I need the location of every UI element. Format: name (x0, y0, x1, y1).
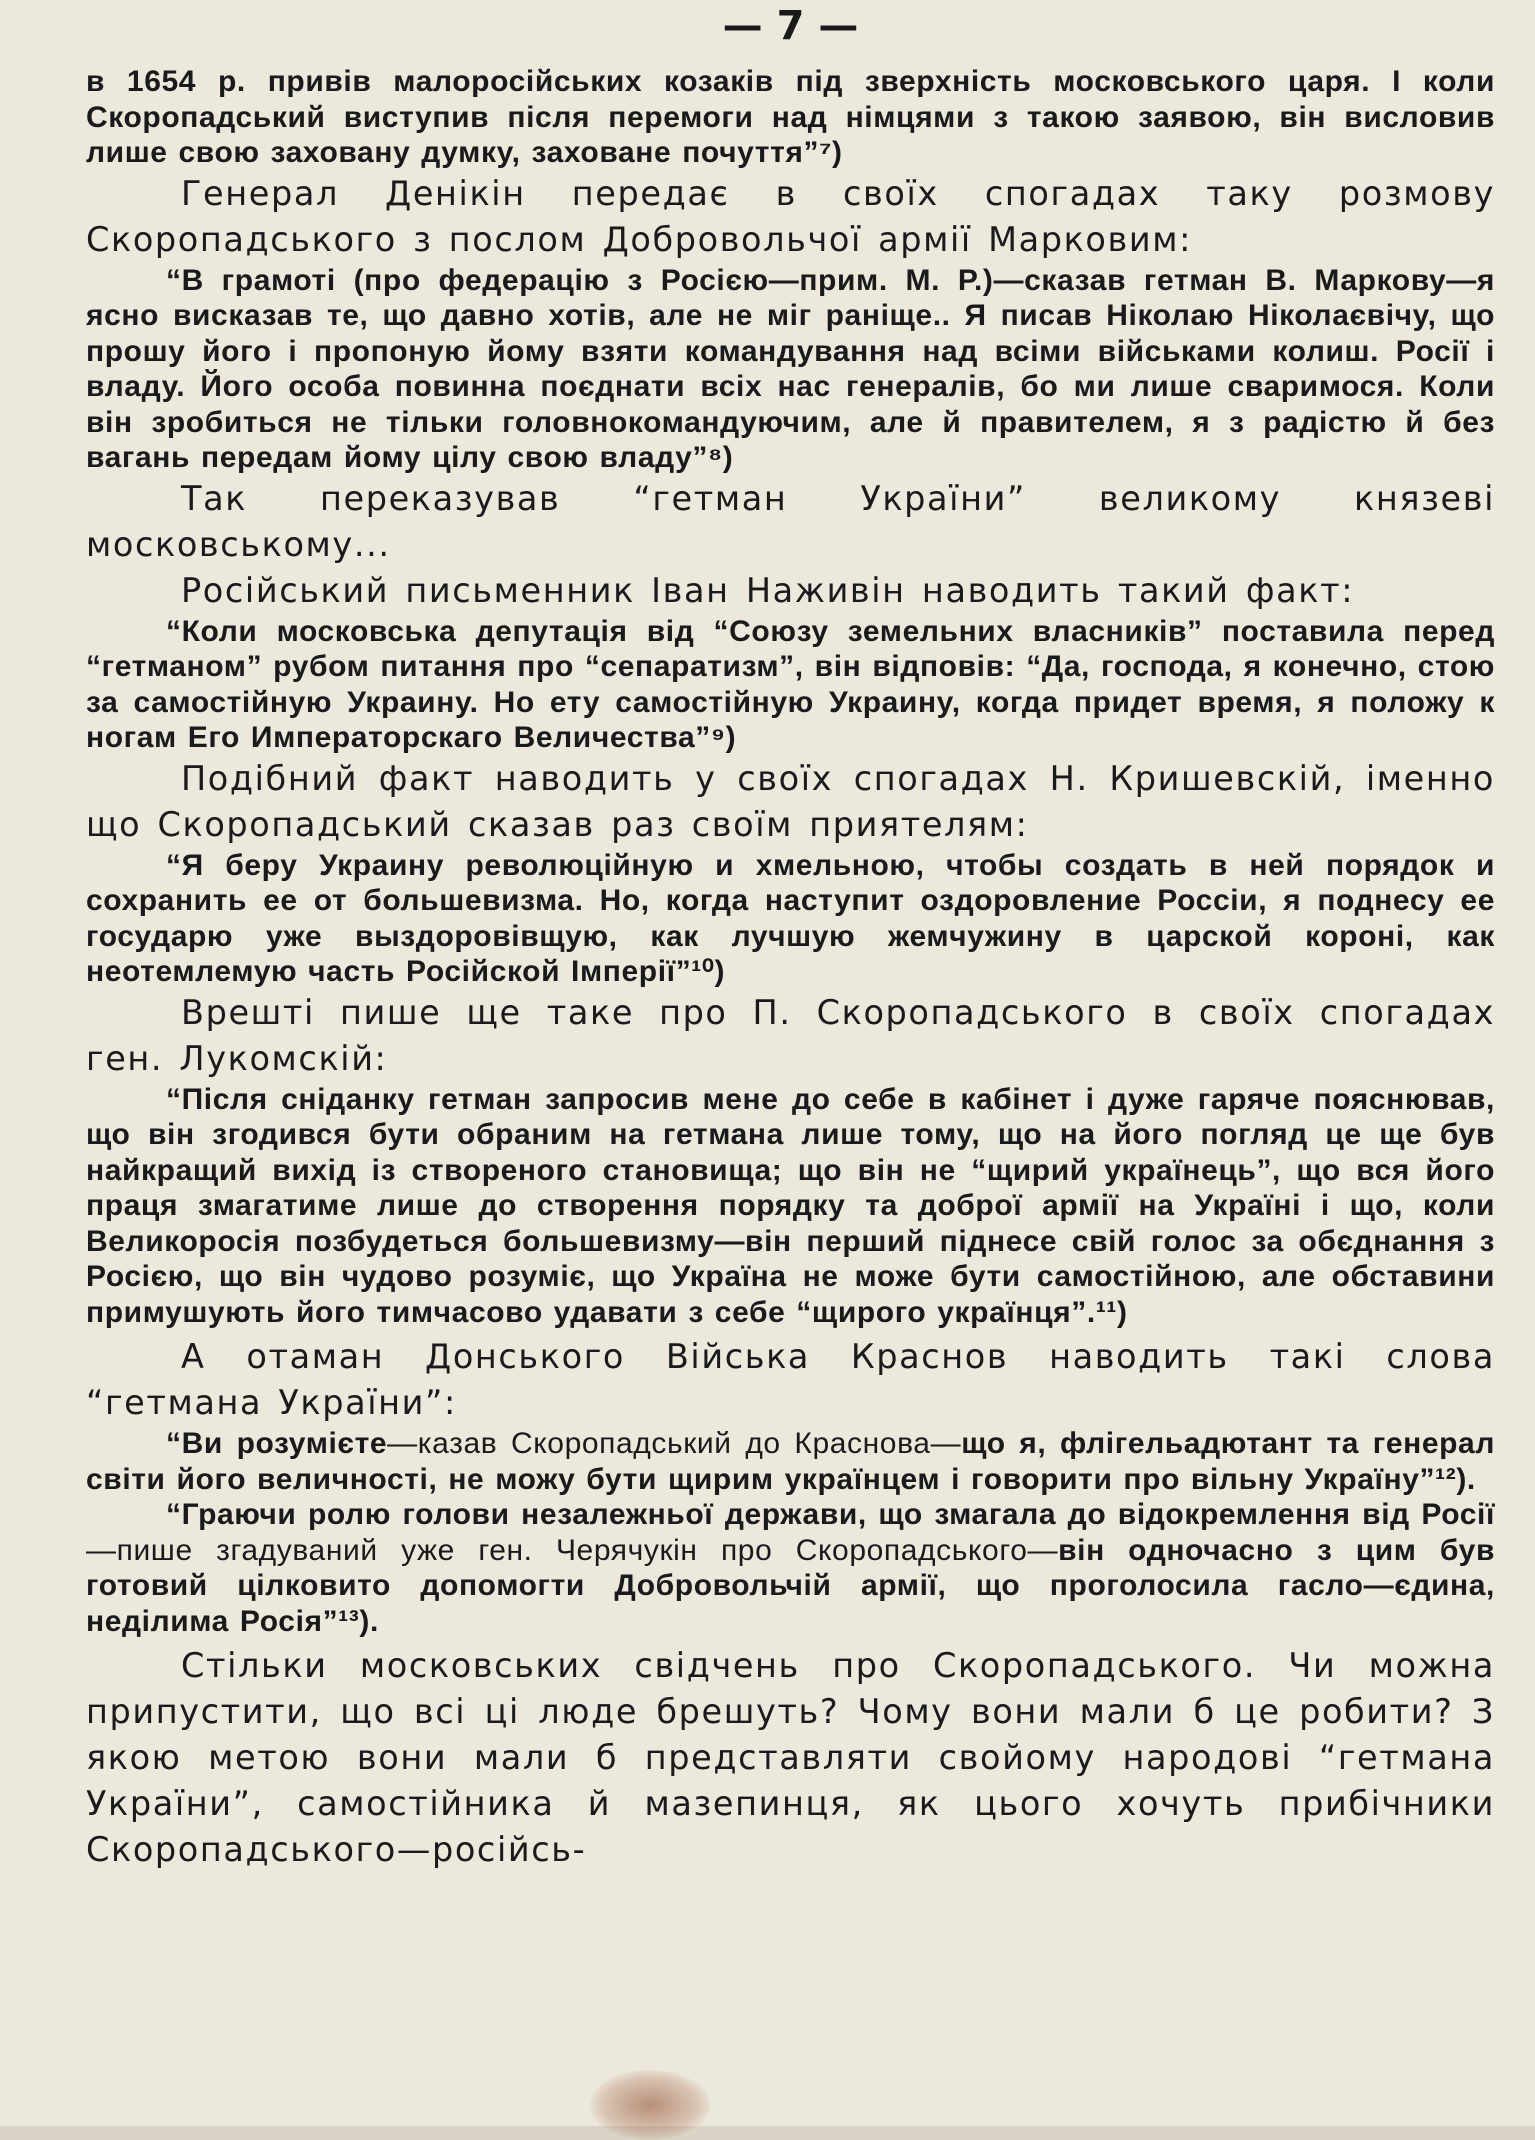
paragraph-3: Російський письменник Іван Наживін наводить такий факт: (181, 570, 1355, 610)
quote-block-6 (86, 1426, 1495, 1497)
quote-block-1: в 1654 р. привів малоросійських козаків під зверхність московського царя. І коли Скоропадський виступив після перемоги над німцями з такою заявою, він висловив лише свою заховану думку, заховане почуття”⁷) (86, 65, 1495, 169)
paragraph-7: Стільки московських свідчень про Скоропадського. Чи можна припустити, що всі ці люде брешуть? Чому вони мали б це робити? З якою метою вони мали б представляти свойому народові “гетмана України”, самостійника й мазепинця, як цього хочуть прибічники Скоропадського—російсь- (86, 1646, 1495, 1869)
quote-6-part-b: що я, флігельадютант та генерал світи його величності, не можу бути щирим українцем і говорити про вільну Україну”¹²). (86, 1427, 1495, 1496)
quote-6-narration: —казав Скоропадський до Краснова— (387, 1427, 962, 1460)
quote-block-4: “Я беру Украину революційную и хмельною, чтобы создать в ней порядок и сохранить ее от большевизма. Но, когда наступит оздоровление Россіи, я поднесу ее государю уже выздоровівщую, как лучшую жемчужину в царской короні, как неотемлемую часть Російской Імперії”¹⁰) (86, 848, 1495, 988)
quote-block-5: “Після сніданку гетман запросив мене до себе в кабінет і дуже гаряче пояснював, що він згодився бути обраним на гетмана лише тому, що на його погляд це ще був найкращий вихід із створеного становища; що він не “щирий українець”, що вся його праця змагатиме лише до створення порядку та доброї армії на Україні і що, коли Великоросія позбудеться большевизму—він перший піднесе свій голос за обєднання з Росією, що він чудово розуміє, що Україна не може бути самостійною, але обставини примушують його тимчасово удавати з себе “щирого українця”.¹¹) (86, 1082, 1495, 1329)
quote-7-part-a: “Граючи ролю голови незалежньої держави, що змагала до відокремлення від Росії (166, 1498, 1495, 1531)
quote-7-part-b: він одночасно з цим був готовий цілковито допомогти Добровольчій армії, що проголосила гасло—єдина, неділима Росія”¹³). (86, 1533, 1495, 1638)
quote-block-3: “Коли московська депутація від “Союзу земельних власників” поставила перед “гетманом” рубом питання про “сепаратизм”, він відповів: “Да, господа, я конечно, стою за самостійную Украину. Но ету самостійную Украину, когда придет время, я положу к ногам Его Императорскаго Величества”⁹) (86, 614, 1495, 754)
quote-block-7 (86, 1497, 1495, 1639)
paragraph-4: Подібний факт наводить у своїх спогадах Н. Кришевскій, іменно що Скоропадський сказав раз своїм приятелям: (86, 758, 1495, 844)
paragraph-2: Так переказував “гетман України” великому князеві московському... (86, 478, 1495, 564)
quote-7-narration: —пише згадуваний уже ген. Черячукін про Скоропадського— (86, 1533, 1059, 1567)
page-number: — 7 — (722, 3, 859, 49)
paper-stain (590, 2070, 710, 2140)
quote-block-2: “В грамоті (про федерацію з Росією—прим. М. Р.)—сказав гетман В. Маркову—я ясно висказав те, що давно хотів, але не міг раніще.. Я писав Ніколаю Ніколаєвічу, що прошу його і пропоную йому взяти командування над всіми військами колиш. Росії і владу. Його особа повинна поєднати всіх нас генералів, бо ми лише сваримося. Коли він зробиться не тільки головнокомандуючим, але й правителем, я з радістю й без вагань передам йому цілу свою владу”⁸) (86, 263, 1495, 474)
quote-6-part-a: “Ви розумієте (166, 1427, 388, 1460)
paragraph-5: Врешті пише ще таке про П. Скоропадського в своїх спогадах ген. Лукомскій: (86, 992, 1495, 1078)
paragraph-6: А отаман Донського Війська Краснов наводить такі слова “гетмана України”: (86, 1337, 1495, 1422)
paragraph-1: Генерал Денікін передає в своїх спогадах таку розмову Скоропадського з послом Добровольчої армії Марковим: (86, 173, 1495, 259)
